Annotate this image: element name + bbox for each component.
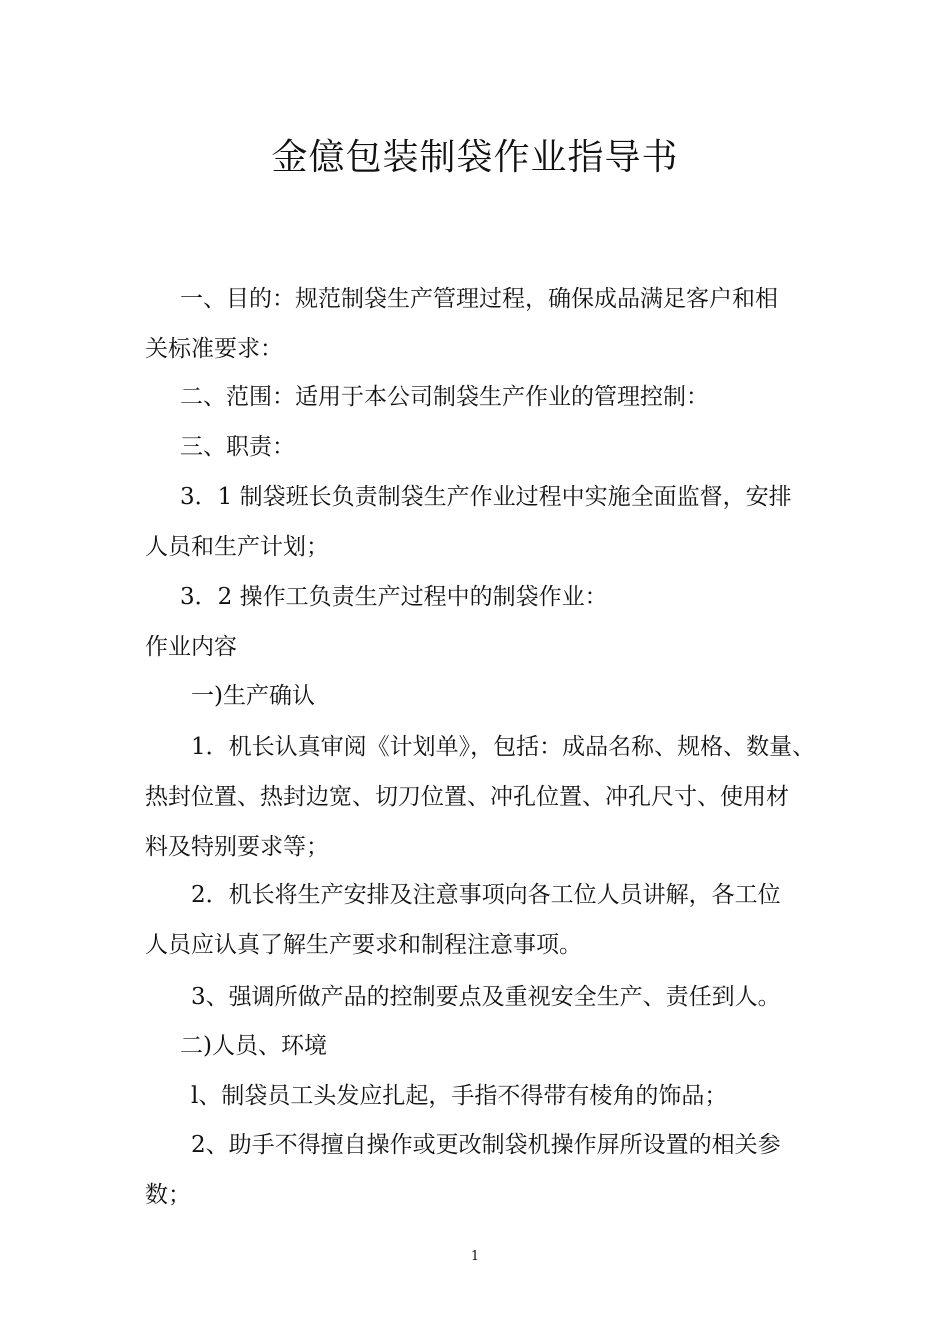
document-title: 金億包装制袋作业指导书: [271, 137, 679, 178]
paragraph-personnel-2: [145, 1126, 810, 1214]
paragraph-purpose: [145, 280, 810, 368]
text-line: l、制袋员工头发应扎起，手指不得带有棱角的饰品；: [191, 1083, 728, 1109]
text-line: 料及特别要求等；: [145, 834, 329, 860]
text-line: 3、强调所做产品的控制要点及重视安全生产、责任到人。: [191, 984, 781, 1010]
paragraph-responsibility-heading: [145, 428, 810, 466]
text-line: 1．机长认真审阅《计划单》，包括：成品名称、规格、数量、: [191, 734, 816, 760]
subsection-heading-personnel-environment: [145, 1027, 810, 1065]
text-line: 一)生产确认: [191, 683, 315, 709]
paragraph-personnel-1: [145, 1077, 810, 1115]
text-line: 2、助手不得擅自操作或更改制袋机操作屏所设置的相关参: [191, 1132, 781, 1158]
subsection-heading-production-confirm: [145, 677, 810, 715]
text-line: 数；: [145, 1182, 191, 1208]
text-line: 人员和生产计划；: [145, 534, 329, 560]
paragraph-scope: [145, 378, 810, 416]
text-line: 人员应认真了解生产要求和制程注意事项。: [145, 932, 582, 958]
text-line: 一、目的：规范制袋生产管理过程，确保成品满足客户和相: [180, 286, 778, 312]
text-line: 三、职责：: [180, 434, 295, 460]
paragraph-item-1: [145, 728, 816, 866]
section-heading-work-content: [145, 628, 810, 666]
text-line: 热封位置、热封边宽、切刀位置、冲孔位置、冲孔尺寸、使用材: [145, 784, 789, 810]
text-line: 二、范围：适用于本公司制袋生产作业的管理控制：: [180, 384, 709, 410]
text-line: 二)人员、环境: [180, 1033, 327, 1059]
text-line: 作业内容: [145, 634, 237, 660]
text-line: 2．机长将生产安排及注意事项向各工位人员讲解，各工位: [191, 882, 781, 908]
text-line: 3．1 制袋班长负责制袋生产作业过程中实施全面监督，安排: [180, 484, 792, 510]
paragraph-item-2: [145, 876, 810, 964]
paragraph-responsibility-3-1: [145, 478, 810, 566]
paragraph-responsibility-3-2: [145, 578, 810, 616]
text-line: 关标准要求：: [145, 336, 283, 362]
text-line: 3．2 操作工负责生产过程中的制袋作业：: [180, 584, 608, 610]
page-number: 1: [470, 1249, 480, 1264]
paragraph-item-3: [145, 978, 810, 1016]
